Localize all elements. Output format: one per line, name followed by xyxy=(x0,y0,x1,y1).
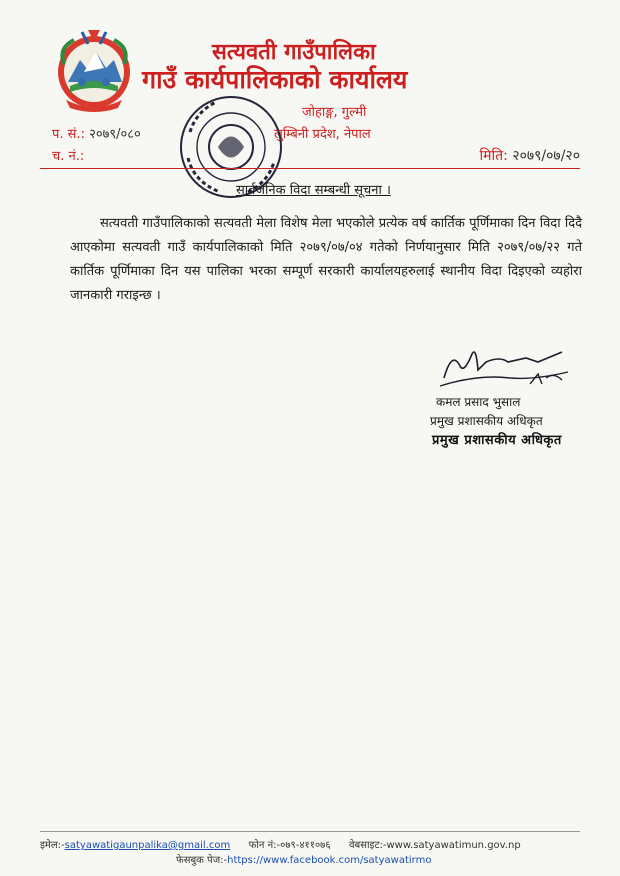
signatory-name: कमल प्रसाद भुसाल xyxy=(436,395,521,409)
facebook-label: फेसबुक पेज:- xyxy=(176,855,228,866)
ps-value: २०७९/०८० xyxy=(89,127,141,142)
notice-body xyxy=(70,212,582,308)
handwritten-signature-icon xyxy=(438,344,578,394)
reference-number-row xyxy=(52,124,141,142)
address-line-2: लुम्बिनी प्रदेश, नेपाल xyxy=(274,127,371,142)
signatory-stamp: प्रमुख प्रशासकीय अधिकृत xyxy=(432,433,562,448)
email-link[interactable]: satyawatigaunpalika@gmail.com xyxy=(64,840,231,851)
notice-paragraph: सत्यवती गाउँपालिकाको सत्यवती मेला विशेष मेला भएकोले प्रत्येक वर्ष कार्तिक पूर्णिमाका दिन विदा दिदै आएकोमा सत्यवती गाउँ कार्यपालिकाको मिति २०७९/०७/०४ गतेको निर्णयानुसार मिति २०७९/०७/२२ गते कार्तिक पूर्णिमाका दिन यस पालिका भरका सम्पूर्ण सरकारी कार्यालयहरुलाई स्थानीय विदा दिइएको व्यहोरा जानकारी गराइन्छ । xyxy=(70,216,582,303)
header-divider xyxy=(40,168,580,169)
date-label: मिति: xyxy=(479,148,508,164)
letter-date xyxy=(480,146,580,165)
office-name: गाउँ कार्यपालिकाको कार्यालय xyxy=(142,65,408,94)
facebook-link[interactable]: https://www.facebook.com/satyawatirmo xyxy=(227,855,432,866)
email-label: इमेल:- xyxy=(40,840,65,851)
signatory-title: प्रमुख प्रशासकीय अधिकृत xyxy=(430,414,543,428)
footer-divider xyxy=(40,831,580,832)
footer-facebook-row xyxy=(176,852,431,866)
phone-label: फोन नं:- xyxy=(248,840,281,851)
website-link[interactable]: www.satyawatimun.gov.np xyxy=(386,840,521,851)
cn-label: च. नं.: xyxy=(52,149,85,164)
notice-subject: सार्वजनिक विदा सम्बन्धी सूचना । xyxy=(236,183,391,198)
municipality-name: सत्यवती गाउँपालिका xyxy=(212,40,376,65)
dispatch-number-row xyxy=(52,146,84,164)
address-line-1: जोहाङ्ग, गुल्मी xyxy=(302,105,367,120)
website-label: वेबसाइट:- xyxy=(348,840,387,851)
phone-value: ०७९-४११०७६ xyxy=(280,840,331,851)
ps-label: प. सं.: xyxy=(52,127,85,142)
nepal-emblem-icon xyxy=(48,24,140,114)
date-value: २०७९/०७/२० xyxy=(512,148,580,164)
footer-contact-row xyxy=(40,837,590,851)
